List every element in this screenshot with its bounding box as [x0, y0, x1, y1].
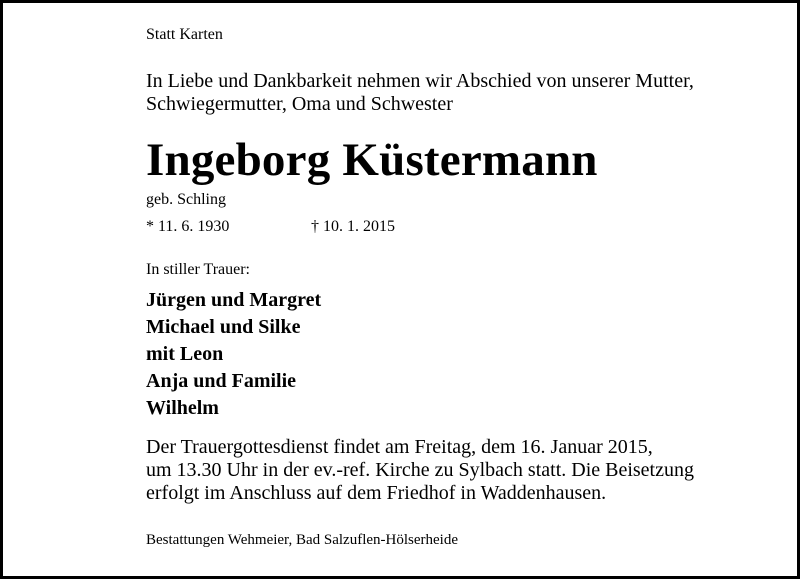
mourner-name: Jürgen und Margret [146, 289, 322, 311]
mourner-name: Wilhelm [146, 397, 219, 419]
mourner-name: Michael und Silke [146, 316, 301, 338]
intro-line: In Liebe und Dankbarkeit nehmen wir Abschied von unserer Mutter, [146, 70, 694, 92]
service-info [146, 436, 694, 505]
deceased-name: Ingeborg Küstermann [146, 134, 598, 186]
intro-text [146, 70, 694, 116]
service-line: um 13.30 Uhr in der ev.-ref. Kirche zu Sylbach statt. Die Beisetzung [146, 459, 694, 481]
intro-line: Schwiegermutter, Oma und Schwester [146, 93, 453, 115]
death-date: † 10. 1. 2015 [311, 218, 395, 235]
birth-date: * 11. 6. 1930 [146, 218, 230, 235]
maiden-name: geb. Schling [146, 191, 226, 208]
funeral-home: Bestattungen Wehmeier, Bad Salzuflen-Hölserheide [146, 532, 458, 548]
mourner-name: Anja und Familie [146, 370, 297, 392]
mourner-name: mit Leon [146, 343, 224, 365]
service-line: erfolgt im Anschluss auf dem Friedhof in Waddenhausen. [146, 482, 607, 504]
mourning-intro: In stiller Trauer: [146, 261, 250, 278]
service-line: Der Trauergottesdienst findet am Freitag, dem 16. Januar 2015, [146, 436, 653, 458]
mourners-list [146, 287, 321, 422]
header-text: Statt Karten [146, 26, 223, 43]
